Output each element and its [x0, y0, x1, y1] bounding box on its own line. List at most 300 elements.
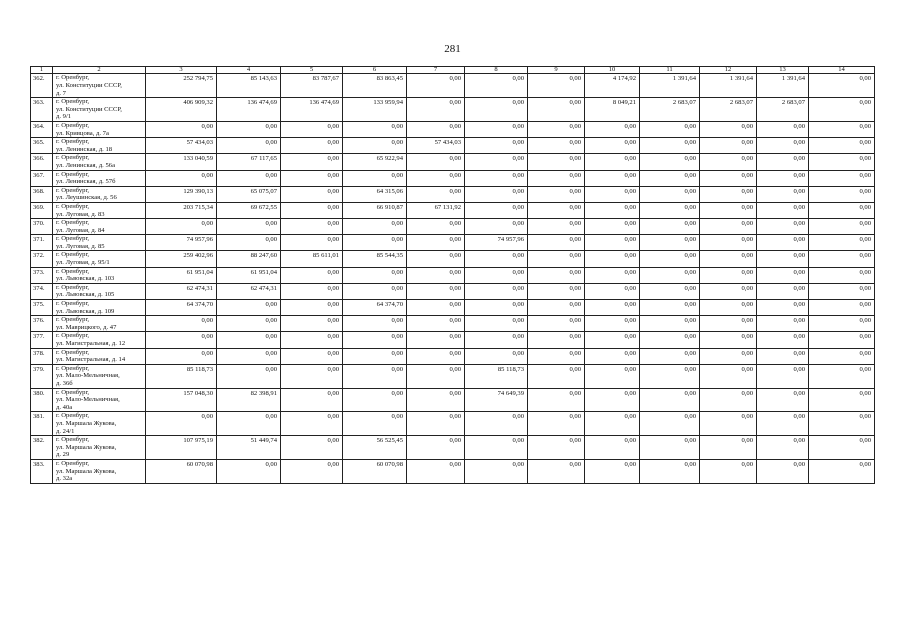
row-number: 375. [31, 300, 53, 316]
amount-cell: 1 391,64 [757, 74, 809, 98]
amount-cell: 0,00 [640, 300, 700, 316]
table-row [31, 332, 875, 348]
amount-cell: 0,00 [281, 202, 343, 218]
address-line: г. Оренбург, [56, 74, 90, 82]
table-row [31, 138, 875, 154]
address-line: г. Оренбург, [56, 202, 90, 210]
amount-cell: 0,00 [528, 412, 585, 436]
address-line: г. Оренбург, [56, 316, 90, 324]
amount-cell: 65 075,07 [217, 186, 281, 202]
table-row [31, 170, 875, 186]
amount-cell: 0,00 [640, 170, 700, 186]
row-number: 369. [31, 202, 53, 218]
amount-cell: 0,00 [146, 332, 217, 348]
amount-cell: 0,00 [465, 251, 528, 267]
amount-cell: 0,00 [585, 170, 640, 186]
amount-cell: 0,00 [281, 154, 343, 170]
amount-cell: 64 374,70 [146, 300, 217, 316]
address-line: ул. Луговая, д. 95/1 [56, 259, 110, 267]
amount-cell: 67 117,65 [217, 154, 281, 170]
amount-cell: 0,00 [281, 412, 343, 436]
row-number: 383. [31, 459, 53, 483]
amount-cell: 0,00 [809, 154, 875, 170]
address-line: ул. Маврицкого, д. 47 [56, 323, 117, 331]
amount-cell: 0,00 [640, 251, 700, 267]
amount-cell: 0,00 [465, 412, 528, 436]
column-header: 6 [343, 67, 407, 74]
address-cell [53, 436, 146, 460]
amount-cell: 0,00 [809, 332, 875, 348]
amount-cell: 0,00 [217, 235, 281, 251]
address-cell [53, 251, 146, 267]
address-cell [53, 348, 146, 364]
address-line: ул. Ленинская, д. 56а [56, 161, 115, 169]
amount-cell: 0,00 [809, 202, 875, 218]
amount-cell: 0,00 [528, 121, 585, 137]
amount-cell: 0,00 [700, 364, 757, 388]
row-number: 367. [31, 170, 53, 186]
amount-cell: 0,00 [809, 364, 875, 388]
amount-cell: 0,00 [585, 154, 640, 170]
amount-cell: 0,00 [809, 170, 875, 186]
amount-cell: 0,00 [528, 98, 585, 122]
row-number: 377. [31, 332, 53, 348]
amount-cell: 0,00 [217, 121, 281, 137]
amount-cell: 0,00 [585, 412, 640, 436]
amount-cell: 0,00 [217, 459, 281, 483]
table-row [31, 459, 875, 483]
address-cell [53, 138, 146, 154]
amount-cell: 0,00 [343, 283, 407, 299]
amount-cell: 0,00 [407, 332, 465, 348]
column-header: 9 [528, 67, 585, 74]
amount-cell: 0,00 [700, 202, 757, 218]
address-line: ул. Львовская, д. 105 [56, 291, 115, 299]
amount-cell: 57 434,03 [407, 138, 465, 154]
address-line: г. Оренбург, [56, 388, 90, 396]
amount-cell: 1 391,64 [640, 74, 700, 98]
address-line: ул. Конституции СССР, [56, 82, 122, 89]
amount-cell: 0,00 [528, 267, 585, 283]
table-row [31, 388, 875, 412]
amount-cell: 0,00 [809, 412, 875, 436]
address-cell [53, 186, 146, 202]
amount-cell: 0,00 [700, 186, 757, 202]
amount-cell: 0,00 [407, 219, 465, 235]
amount-cell: 0,00 [700, 219, 757, 235]
amount-cell: 62 474,31 [146, 283, 217, 299]
amount-cell: 0,00 [343, 121, 407, 137]
amount-cell: 0,00 [585, 267, 640, 283]
amount-cell: 0,00 [757, 235, 809, 251]
amount-cell: 0,00 [700, 154, 757, 170]
amount-cell: 0,00 [465, 283, 528, 299]
amount-cell: 157 048,30 [146, 388, 217, 412]
row-number: 365. [31, 138, 53, 154]
amount-cell: 0,00 [809, 388, 875, 412]
address-line: ул. Кривцова, д. 7а [56, 129, 109, 137]
column-header: 11 [640, 67, 700, 74]
table-row [31, 348, 875, 364]
amount-cell: 60 070,98 [146, 459, 217, 483]
address-cell [53, 235, 146, 251]
amount-cell: 133 040,59 [146, 154, 217, 170]
amount-cell: 0,00 [640, 459, 700, 483]
header-row [31, 67, 875, 74]
amount-cell: 0,00 [528, 219, 585, 235]
row-number: 379. [31, 364, 53, 388]
amount-cell: 0,00 [528, 348, 585, 364]
amount-cell: 0,00 [640, 283, 700, 299]
amount-cell: 0,00 [809, 459, 875, 483]
amount-cell: 0,00 [407, 74, 465, 98]
amount-cell: 0,00 [640, 348, 700, 364]
amount-cell: 0,00 [281, 388, 343, 412]
amount-cell: 82 398,91 [217, 388, 281, 412]
table-row [31, 412, 875, 436]
amount-cell: 56 525,45 [343, 436, 407, 460]
amount-cell: 0,00 [585, 121, 640, 137]
amount-cell: 0,00 [281, 459, 343, 483]
amount-cell: 0,00 [465, 459, 528, 483]
amount-cell: 203 715,34 [146, 202, 217, 218]
address-cell [53, 283, 146, 299]
row-number: 380. [31, 388, 53, 412]
amount-cell: 0,00 [465, 300, 528, 316]
amount-cell: 0,00 [809, 121, 875, 137]
amount-cell: 129 390,13 [146, 186, 217, 202]
amount-cell: 0,00 [343, 412, 407, 436]
address-line: г. Оренбург, [56, 364, 90, 372]
amount-cell: 0,00 [407, 283, 465, 299]
amount-cell: 0,00 [217, 412, 281, 436]
amount-cell: 0,00 [281, 267, 343, 283]
row-number: 368. [31, 186, 53, 202]
amount-cell: 0,00 [281, 219, 343, 235]
amount-cell: 136 474,69 [281, 98, 343, 122]
amount-cell: 0,00 [217, 348, 281, 364]
column-header: 3 [146, 67, 217, 74]
address-line: ул. Ленинская, д. 18 [56, 145, 113, 153]
amount-cell: 0,00 [700, 251, 757, 267]
amount-cell: 65 922,94 [343, 154, 407, 170]
row-number: 364. [31, 121, 53, 137]
amount-cell: 0,00 [700, 412, 757, 436]
address-line: г. Оренбург, [56, 251, 90, 259]
amount-cell: 0,00 [407, 121, 465, 137]
amount-cell: 0,00 [757, 251, 809, 267]
address-line: ул. Луговая, д. 85 [56, 242, 105, 250]
table-row [31, 74, 875, 98]
column-header: 12 [700, 67, 757, 74]
address-cell [53, 412, 146, 436]
address-line: г. Оренбург, [56, 121, 90, 129]
amount-cell: 0,00 [146, 170, 217, 186]
amount-cell: 0,00 [528, 300, 585, 316]
row-number: 373. [31, 267, 53, 283]
address-line: г. Оренбург, [56, 267, 90, 275]
amount-cell: 0,00 [217, 170, 281, 186]
amount-cell: 0,00 [757, 121, 809, 137]
address-cell [53, 154, 146, 170]
amount-cell: 0,00 [343, 364, 407, 388]
amount-cell: 0,00 [465, 98, 528, 122]
amount-cell: 0,00 [809, 316, 875, 332]
amount-cell: 0,00 [757, 154, 809, 170]
amount-cell: 0,00 [700, 300, 757, 316]
address-line: д. 9/1 [56, 113, 72, 121]
amount-cell: 0,00 [700, 170, 757, 186]
address-cell [53, 459, 146, 483]
amount-cell: 0,00 [700, 235, 757, 251]
amount-cell: 0,00 [528, 154, 585, 170]
amount-cell: 0,00 [809, 436, 875, 460]
address-cell [53, 316, 146, 332]
amount-cell: 0,00 [465, 332, 528, 348]
address-line: ул. Львовская, д. 103 [56, 275, 115, 283]
row-number: 371. [31, 235, 53, 251]
amount-cell: 0,00 [217, 316, 281, 332]
row-number: 370. [31, 219, 53, 235]
row-number: 366. [31, 154, 53, 170]
table-row [31, 267, 875, 283]
row-number: 374. [31, 283, 53, 299]
table-row [31, 436, 875, 460]
amount-cell: 0,00 [407, 436, 465, 460]
amount-cell: 0,00 [585, 364, 640, 388]
address-line: ул. Львовская, д. 109 [56, 307, 115, 315]
amount-cell: 0,00 [585, 219, 640, 235]
address-cell [53, 74, 146, 98]
amount-cell: 0,00 [640, 388, 700, 412]
address-cell [53, 219, 146, 235]
table-row [31, 98, 875, 122]
amount-cell: 0,00 [281, 348, 343, 364]
amount-cell: 0,00 [585, 138, 640, 154]
data-table [30, 66, 875, 484]
row-number: 382. [31, 436, 53, 460]
table-row [31, 364, 875, 388]
address-line: г. Оренбург, [56, 300, 90, 308]
amount-cell: 0,00 [343, 235, 407, 251]
amount-cell: 0,00 [281, 121, 343, 137]
amount-cell: 0,00 [757, 348, 809, 364]
amount-cell: 0,00 [585, 251, 640, 267]
address-line: д. 29 [56, 451, 70, 459]
amount-cell: 0,00 [407, 267, 465, 283]
amount-cell: 0,00 [757, 412, 809, 436]
address-cell [53, 170, 146, 186]
amount-cell: 0,00 [343, 348, 407, 364]
amount-cell: 0,00 [757, 436, 809, 460]
address-line: ул. Леушинская, д. 56 [56, 194, 117, 202]
amount-cell: 0,00 [528, 138, 585, 154]
amount-cell: 0,00 [407, 98, 465, 122]
table-row [31, 283, 875, 299]
address-line: г. Оренбург, [56, 170, 90, 178]
address-line: г. Оренбург, [56, 348, 90, 356]
amount-cell: 0,00 [407, 300, 465, 316]
amount-cell: 0,00 [585, 235, 640, 251]
amount-cell: 0,00 [640, 121, 700, 137]
address-cell [53, 202, 146, 218]
amount-cell: 0,00 [585, 283, 640, 299]
amount-cell: 0,00 [640, 267, 700, 283]
amount-cell: 0,00 [528, 459, 585, 483]
amount-cell: 0,00 [585, 186, 640, 202]
amount-cell: 0,00 [407, 186, 465, 202]
amount-cell: 0,00 [465, 316, 528, 332]
amount-cell: 0,00 [217, 332, 281, 348]
amount-cell: 0,00 [407, 459, 465, 483]
address-line: ул. Мало-Мельничная, [56, 372, 120, 380]
amount-cell: 0,00 [640, 316, 700, 332]
amount-cell: 0,00 [528, 235, 585, 251]
amount-cell: 0,00 [809, 138, 875, 154]
amount-cell: 0,00 [528, 251, 585, 267]
amount-cell: 0,00 [217, 364, 281, 388]
address-cell [53, 121, 146, 137]
amount-cell: 0,00 [640, 138, 700, 154]
amount-cell: 0,00 [757, 202, 809, 218]
amount-cell: 107 975,19 [146, 436, 217, 460]
address-line: д. 7 [56, 89, 66, 97]
amount-cell: 0,00 [465, 121, 528, 137]
amount-cell: 406 909,32 [146, 98, 217, 122]
column-header: 1 [31, 67, 53, 74]
amount-cell: 0,00 [700, 316, 757, 332]
amount-cell: 0,00 [465, 154, 528, 170]
amount-cell: 0,00 [528, 436, 585, 460]
amount-cell: 0,00 [281, 138, 343, 154]
amount-cell: 0,00 [640, 332, 700, 348]
amount-cell: 0,00 [757, 186, 809, 202]
table-row [31, 186, 875, 202]
amount-cell: 51 449,74 [217, 436, 281, 460]
amount-cell: 0,00 [809, 74, 875, 98]
amount-cell: 0,00 [407, 154, 465, 170]
amount-cell: 0,00 [528, 388, 585, 412]
address-line: г. Оренбург, [56, 235, 90, 243]
amount-cell: 0,00 [757, 316, 809, 332]
amount-cell: 0,00 [465, 436, 528, 460]
amount-cell: 0,00 [281, 235, 343, 251]
address-line: г. Оренбург, [56, 154, 90, 162]
amount-cell: 0,00 [407, 388, 465, 412]
amount-cell: 0,00 [585, 459, 640, 483]
amount-cell: 0,00 [809, 219, 875, 235]
amount-cell: 85 143,63 [217, 74, 281, 98]
amount-cell: 60 070,98 [343, 459, 407, 483]
amount-cell: 0,00 [217, 138, 281, 154]
amount-cell: 0,00 [281, 300, 343, 316]
amount-cell: 61 951,04 [146, 267, 217, 283]
amount-cell: 0,00 [757, 388, 809, 412]
address-line: ул. Магистральная, д. 12 [56, 340, 126, 347]
amount-cell: 0,00 [640, 219, 700, 235]
amount-cell: 69 672,55 [217, 202, 281, 218]
amount-cell: 0,00 [640, 154, 700, 170]
address-line: г. Оренбург, [56, 412, 90, 420]
amount-cell: 0,00 [343, 388, 407, 412]
address-line: г. Оренбург, [56, 459, 90, 467]
amount-cell: 0,00 [585, 332, 640, 348]
amount-cell: 0,00 [465, 219, 528, 235]
amount-cell: 0,00 [528, 170, 585, 186]
amount-cell: 0,00 [146, 121, 217, 137]
amount-cell: 85 611,01 [281, 251, 343, 267]
address-line: г. Оренбург, [56, 98, 90, 106]
amount-cell: 0,00 [465, 186, 528, 202]
address-line: д. 24/1 [56, 427, 75, 435]
amount-cell: 62 474,31 [217, 283, 281, 299]
amount-cell: 0,00 [700, 348, 757, 364]
address-line: ул. Ленинская, д. 57б [56, 178, 116, 186]
amount-cell: 0,00 [146, 412, 217, 436]
amount-cell: 0,00 [217, 300, 281, 316]
address-line: г. Оренбург, [56, 219, 90, 227]
amount-cell: 0,00 [407, 316, 465, 332]
amount-cell: 0,00 [757, 219, 809, 235]
amount-cell: 0,00 [281, 316, 343, 332]
row-number: 381. [31, 412, 53, 436]
amount-cell: 0,00 [640, 364, 700, 388]
table-row [31, 300, 875, 316]
amount-cell: 0,00 [343, 332, 407, 348]
amount-cell: 0,00 [217, 219, 281, 235]
amount-cell: 0,00 [407, 412, 465, 436]
amount-cell: 67 131,92 [407, 202, 465, 218]
amount-cell: 0,00 [809, 186, 875, 202]
column-header: 14 [809, 67, 875, 74]
amount-cell: 0,00 [465, 267, 528, 283]
amount-cell: 0,00 [146, 219, 217, 235]
amount-cell: 0,00 [528, 364, 585, 388]
amount-cell: 0,00 [640, 436, 700, 460]
amount-cell: 0,00 [585, 348, 640, 364]
table-row [31, 219, 875, 235]
address-line: ул. Луговая, д. 83 [56, 210, 105, 218]
amount-cell: 0,00 [146, 316, 217, 332]
amount-cell: 0,00 [700, 332, 757, 348]
amount-cell: 0,00 [343, 316, 407, 332]
amount-cell: 2 683,07 [700, 98, 757, 122]
amount-cell: 74 957,96 [146, 235, 217, 251]
amount-cell: 0,00 [757, 283, 809, 299]
amount-cell: 0,00 [281, 436, 343, 460]
amount-cell: 0,00 [343, 219, 407, 235]
amount-cell: 2 683,07 [640, 98, 700, 122]
amount-cell: 64 315,06 [343, 186, 407, 202]
address-line: ул. Мало-Мельничная, [56, 396, 120, 404]
amount-cell: 0,00 [757, 267, 809, 283]
address-line: г. Оренбург, [56, 283, 90, 291]
amount-cell: 0,00 [343, 170, 407, 186]
amount-cell: 0,00 [528, 202, 585, 218]
amount-cell: 0,00 [700, 388, 757, 412]
amount-cell: 0,00 [809, 235, 875, 251]
address-cell [53, 388, 146, 412]
table-row [31, 235, 875, 251]
amount-cell: 2 683,07 [757, 98, 809, 122]
amount-cell: 0,00 [757, 138, 809, 154]
amount-cell: 0,00 [585, 316, 640, 332]
amount-cell: 0,00 [465, 170, 528, 186]
amount-cell: 136 474,69 [217, 98, 281, 122]
amount-cell: 0,00 [528, 74, 585, 98]
amount-cell: 0,00 [465, 348, 528, 364]
column-header: 13 [757, 67, 809, 74]
